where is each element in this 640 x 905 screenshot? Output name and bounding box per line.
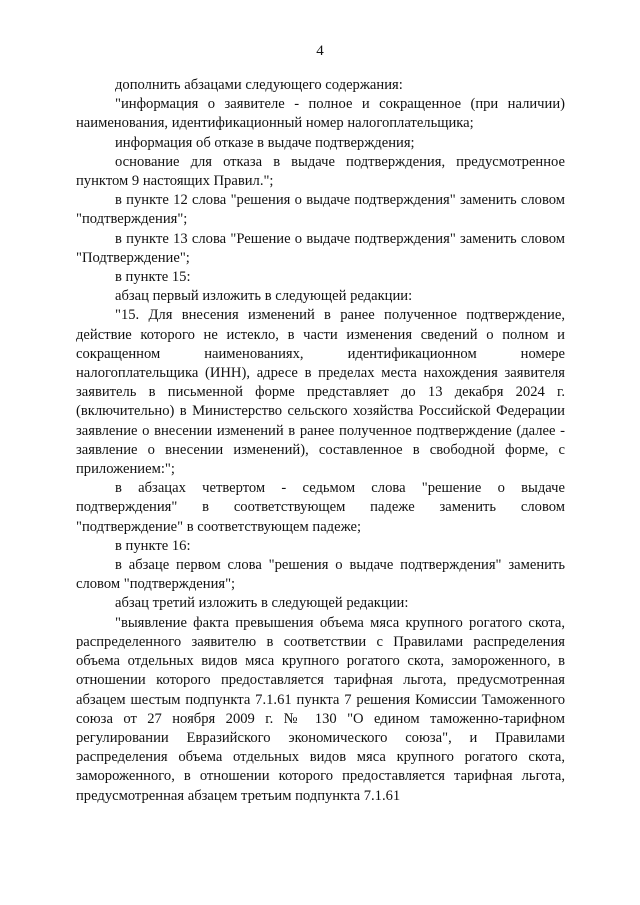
paragraph-6: в пункте 13 слова "Решение о выдаче подтверждения" заменить словом "Подтверждение"; [76,230,565,266]
paragraph-4: основание для отказа в выдаче подтверждения, предусмотренное пунктом 9 настоящих Правил."; [76,153,565,190]
paragraph-9: "15. Для внесения изменений в ранее полученное подтверждение, действие которого не истекло, в части изменения сведений о полном и сокращенном наименованиях, идентификационном номере налогоплательщика (ИНН), адресе в пределах места нахождения заявителя заявитель в письменной форме представляет до 13 декабря 2024 г. (включительно) в Министерство сельского хозяйства Российской Федерации заявление о внесении изменений в ранее полученное подтверждение (далее - заявление о внесении изменений), составленное в свободной форме, с приложением:"; [76,307,565,478]
paragraph-12: в абзаце первом слова "решения о выдаче подтверждения" заменить словом "подтверждения"; [76,557,565,593]
page-number: 4 [316,43,324,59]
paragraph-8: абзац первый изложить в следующей редакции: [115,288,413,305]
paragraph-1: дополнить абзацами следующего содержания: [115,77,403,93]
paragraph-5: в пункте 12 слова "решения о выдаче подтверждения" заменить словом "подтверждения"; [76,192,565,228]
paragraph-2: "информация о заявителе - полное и сокращенное (при наличии) наименования, идентификационный номер налогоплательщика; [76,96,565,132]
paragraph-14: "выявление факта превышения объема мяса крупного рогатого скота, распределенного заявителю в соответствии с Правилами распределения объема отдельных видов мяса крупного рогатого скота, замороженного, в отношении которого предоставляется тарифная льгота, предусмотренная абзацем шестым подпункта 7.1.61 пункта 7 решения Комиссии Таможенного союза от 27 ноября 2009 г. № 130 "О едином таможенно-тарифном регулировании Евразийского экономического союза", и Правилами распределения объема отдельных видов мяса крупного рогатого скота, замороженного, в отношении которого предоставляется тарифная льгота, предусмотренная абзацем третьим подпункта 7.1.61 [76,614,565,804]
paragraph-3: информация об отказе в выдаче подтверждения; [115,134,415,151]
paragraph-10: в абзацах четвертом - седьмом слова "решение о выдаче подтверждения" в соответствующем падеже заменить словом "подтверждение" в соответствующем падеже; [76,480,565,535]
paragraph-13: абзац третий изложить в следующей редакции: [115,595,409,612]
paragraph-11: в пункте 16: [115,537,191,554]
paragraph-7: в пункте 15: [115,269,191,286]
document-body [76,76,565,806]
